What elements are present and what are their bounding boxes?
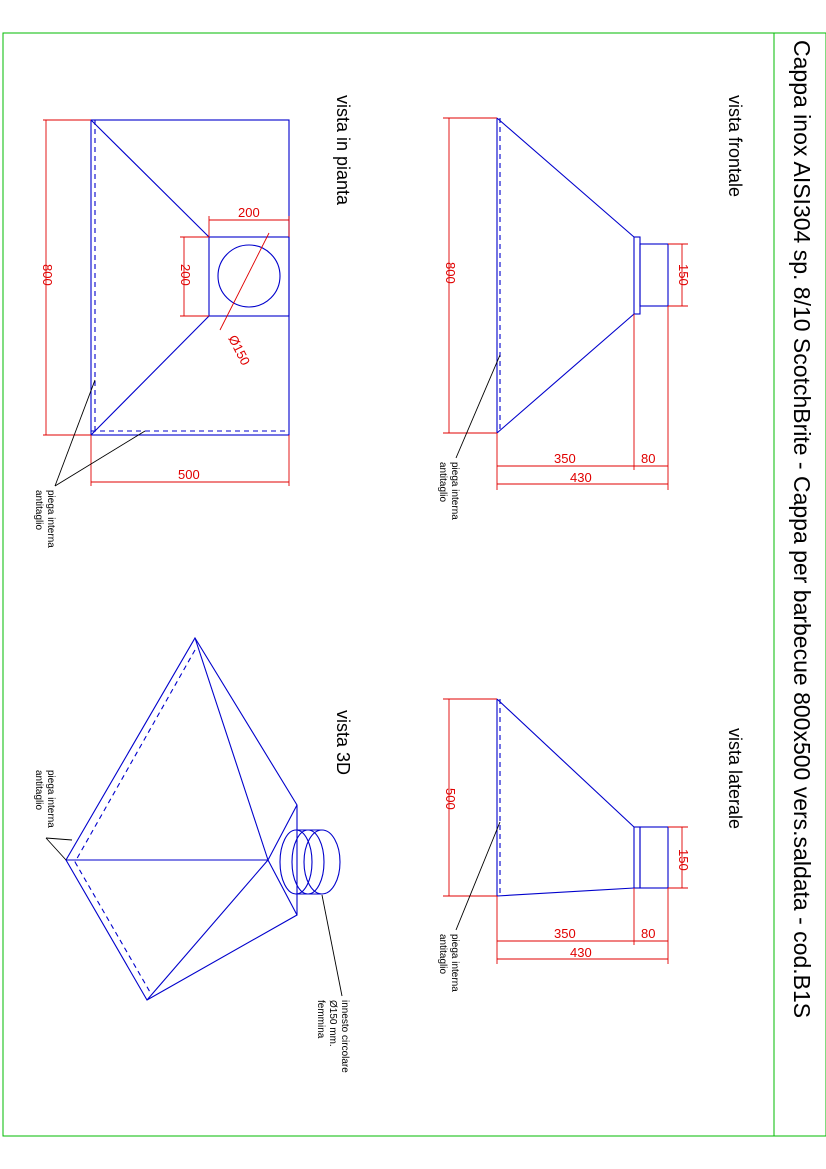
dim-laterale-total: 430 — [570, 945, 592, 960]
dim-pianta-length: 800 — [40, 264, 55, 286]
note-3d-spigot-line3: femmina — [315, 1000, 326, 1039]
dim-laterale-height: 500 — [443, 788, 458, 810]
note-3d-line1: piega interna — [45, 770, 56, 828]
view-pianta — [33, 95, 353, 548]
dim-frontale-collar: 80 — [641, 451, 656, 466]
3d-outline — [66, 638, 340, 1000]
dim-frontale-total: 430 — [570, 470, 592, 485]
label-vista-3d: vista 3D — [333, 710, 353, 776]
dim-pianta-diameter: Ø150 — [225, 332, 254, 368]
dim-frontale-height: 800 — [443, 262, 458, 284]
dim-laterale-collar: 80 — [641, 926, 656, 941]
frontale-fold-note — [437, 355, 500, 520]
3d-notes — [33, 770, 350, 1073]
laterale-outline — [497, 699, 668, 896]
note-3d-line2: antitaglio — [33, 770, 44, 811]
label-vista-in-pianta: vista in pianta — [333, 95, 353, 206]
laterale-dimensions — [443, 699, 691, 964]
view-laterale — [437, 699, 745, 992]
note-laterale-line1: piega interna — [449, 934, 460, 992]
note-pianta-line1: piega interna — [45, 490, 56, 548]
frontale-outline — [497, 118, 668, 433]
view-3d — [33, 638, 353, 1073]
note-laterale-line2: antitaglio — [437, 934, 448, 975]
dim-laterale-spigot: 150 — [676, 849, 691, 871]
sheet-frame — [3, 33, 826, 1136]
view-frontale — [437, 95, 745, 520]
dim-frontale-body: 350 — [554, 451, 576, 466]
dim-pianta-box-w: 200 — [238, 205, 260, 220]
dim-laterale-body: 350 — [554, 926, 576, 941]
frontale-dimensions — [443, 118, 691, 490]
label-vista-laterale: vista laterale — [725, 728, 745, 830]
note-frontale-line1: piega interna — [449, 462, 460, 520]
note-frontale-line2: antitaglio — [437, 462, 448, 503]
note-pianta-line2: antitaglio — [33, 490, 44, 531]
pianta-fold-note — [33, 380, 145, 548]
dim-pianta-box-h: 200 — [178, 264, 193, 286]
laterale-fold-note — [437, 822, 500, 992]
note-3d-spigot-line1: innesto circolare — [339, 1000, 350, 1073]
dim-pianta-width: 500 — [178, 467, 200, 482]
note-3d-spigot-line2: Ø150 mm. — [327, 1000, 338, 1047]
label-vista-frontale: vista frontale — [725, 95, 745, 198]
dim-frontale-spigot: 150 — [676, 264, 691, 286]
title-block-text: Cappa inox AISI304 sp. 8/10 ScotchBrite - Cappa per barbecue 800x500 vers.saldata - cod.B1S — [789, 40, 815, 1019]
